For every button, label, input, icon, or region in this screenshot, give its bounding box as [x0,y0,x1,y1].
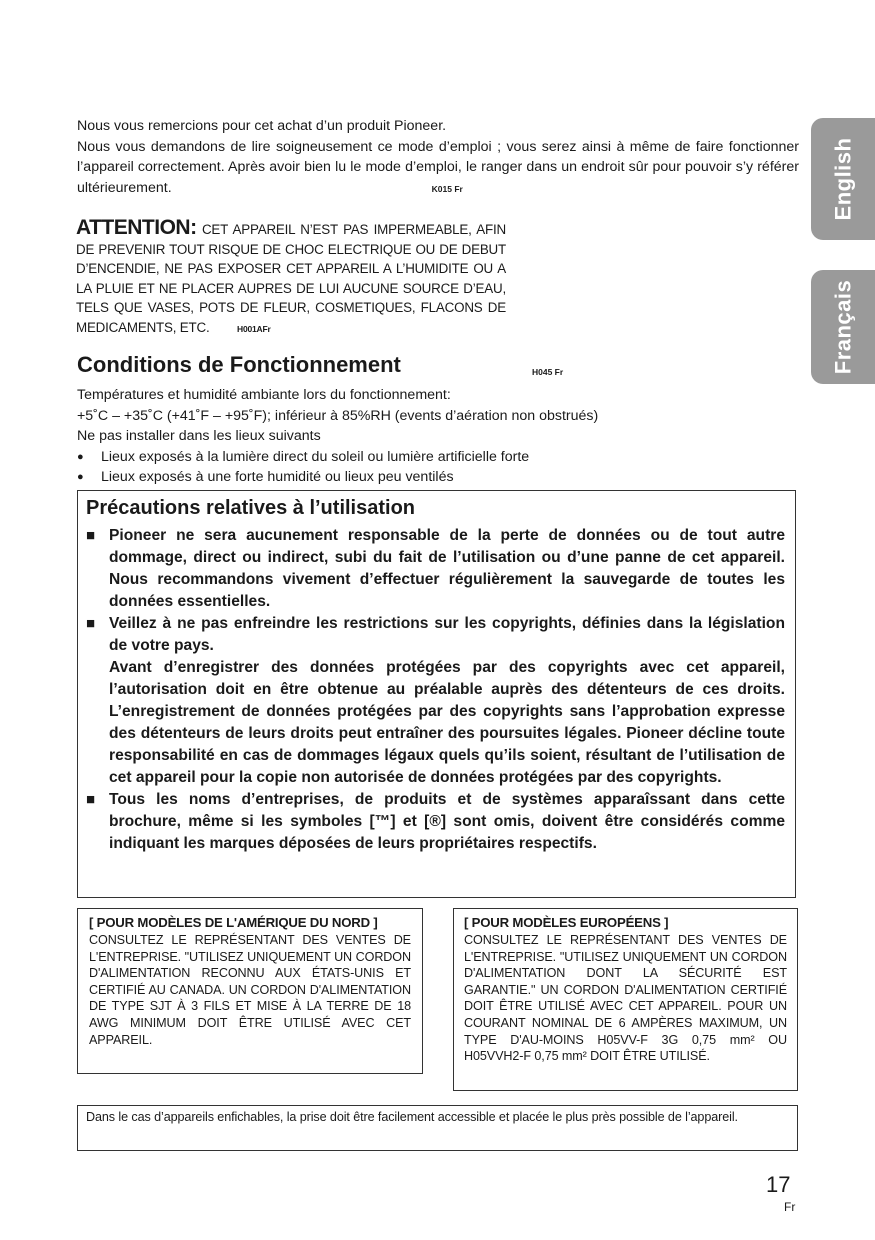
conditions-line-3: Ne pas installer dans les lieux suivants [77,428,321,444]
precautions-list [86,525,785,855]
list-item [86,789,785,855]
precautions-item-3: ■ Tous les noms d’entreprises, de produits et de systèmes apparaîssant dans cette brochure, même si les symboles [™] et [®] sont omis, doivent être considérés comme indiquant les marques déposées de leurs propriétaires respectifs. [109,791,785,852]
intro-line-1: Nous vous remercions pour cet achat d’un produit Pioneer. [77,118,447,134]
tab-english-label: English [830,137,856,221]
tab-francais-label: Français [830,279,855,375]
list-item [86,525,785,613]
conditions-bullet-list [77,447,797,488]
list-item: ● Lieux exposés à une forte humidité ou lieux peu ventilés [77,467,797,488]
north-america-text: CONSULTEZ LE REPRÉSENTANT DES VENTES DE L'ENTREPRISE. "UTILISEZ UNIQUEMENT UN CORDON D'ALIMENTATION RECONNU AUX ÉTATS-UNIS ET CERTIFIÉ AU CANADA. UN CORDON D'ALIMENTATION DE TYPE SJT À 3 FILS ET MISE À LA TERRE DE 18 AWG MINIMUM DOIT ÊTRE UTILISÉ AVEC CET APPAREIL. [89,933,411,1047]
attention-lead: ATTENTION: [76,216,197,239]
europe-title: [ POUR MODÈLES EUROPÉENS ] [464,915,669,930]
europe-box [453,908,798,1091]
intro-line-2-text: Nous vous demandons de lire soigneusement ce mode d’emploi ; vous serez ainsi à même de faire fonctionner l’appareil correctement. Après avoir bien lu le mode d’emploi, le ranger dans un endroit sûr pour pouvoir s’y référer ultérieurement. [77,138,799,196]
conditions-body [77,385,797,488]
plug-note-box [77,1105,798,1151]
north-america-box [77,908,423,1074]
north-america-title: [ POUR MODÈLES DE L'AMÉRIQUE DU NORD ] [89,915,378,930]
intro-code: K015 Fr [431,183,463,194]
list-item: ● Lieux exposés à la lumière direct du soleil ou lumière artificielle forte [77,447,797,468]
attention-text: CET APPAREIL N’EST PAS IMPERMEABLE, AFIN DE PREVENIR TOUT RISQUE DE CHOC ELECTRIQUE OU DE DEBUT D’ENCENDIE, NE PAS EXPOSER CET APPAREIL A L’HUMIDITE OU A LA PLUIE ET NE PLACER AUPRES DE LUI AUCUNE SOURCE D’EAU, TELS QUE VASES, POTS DE FLEUR, COSMETIQUES, FLACONS DE MEDICAMENTS, ETC. [76,222,506,335]
precautions-box [77,490,796,898]
precautions-item-1: ■ Pioneer ne sera aucunement responsable de la perte de données ou de tout autre dommage, direct ou indirect, subi du fait de l’utilisation ou d’une panne de cet appareil. Nous recommandons vivement d’effectuer régulièrement la sauvegarde de toutes les données essentielles. [109,527,785,610]
list-item [86,613,785,789]
precautions-title: Précautions relatives à l’utilisation [86,497,416,519]
conditions-line-2: +5˚C – +35˚C (+41˚F – +95˚F); inférieur à 85%RH (events d’aération non obstrués) [77,407,599,424]
page-language: Fr [784,1200,796,1214]
conditions-title: Conditions de Fonctionnement [77,352,401,377]
page-number: 17 [766,1172,791,1197]
intro-paragraph [77,116,799,199]
conditions-line-1: Températures et humidité ambiante lors du fonctionnement: [77,387,451,403]
attention-notice [76,218,506,339]
tab-francais[interactable] [811,270,875,384]
europe-text: CONSULTEZ LE REPRÉSENTANT DES VENTES DE L'ENTREPRISE. "UTILISEZ UNIQUEMENT UN CORDON D'ALIMENTATION DONT LA SÉCURITÉ EST GARANTIE." UN CORDON D'ALIMENTATION CERTIFIÉ DOIT ÊTRE UTILISÉ AVEC CET APPAREIL. POUR UN COURANT NOMINAL DE 6 AMPÈRES MAXIMUM, UN TYPE D'AU-MOINS H05VV-F 3G 0,75 mm² OU H05VVH2-F 0,75 mm² DOIT ÊTRE UTILISÉ. [464,933,787,1064]
intro-line-2 [77,137,799,200]
plug-note: Dans le cas d’appareils enfichables, la prise doit être facilement accessible et placée le plus près possible de l’appareil. [86,1110,738,1124]
conditions-code: H045 Fr [532,367,564,377]
tab-english[interactable] [811,118,875,240]
precautions-item-2b: Avant d’enregistrer des données protégées par des copyrights avec cet appareil, l’autorisation doit en être obtenue au préalable auprès des détenteurs de ces droits. L’enregistrement de données protégées par des copyrights sans l’approbation expresse des détenteurs de leurs droits peut entraîner des poursuites légales. Pioneer décline toute responsabilité en cas de dommages légaux quels qu’ils soient, résultant de l’utilisation de cet appareil pour la copie non autorisée de données protégées par des copyrights. [109,659,785,786]
precautions-item-2a: ■ Veillez à ne pas enfreindre les restrictions sur les copyrights, définies dans la législation de votre pays. [109,615,785,654]
attention-code: H001AFr [237,323,271,334]
